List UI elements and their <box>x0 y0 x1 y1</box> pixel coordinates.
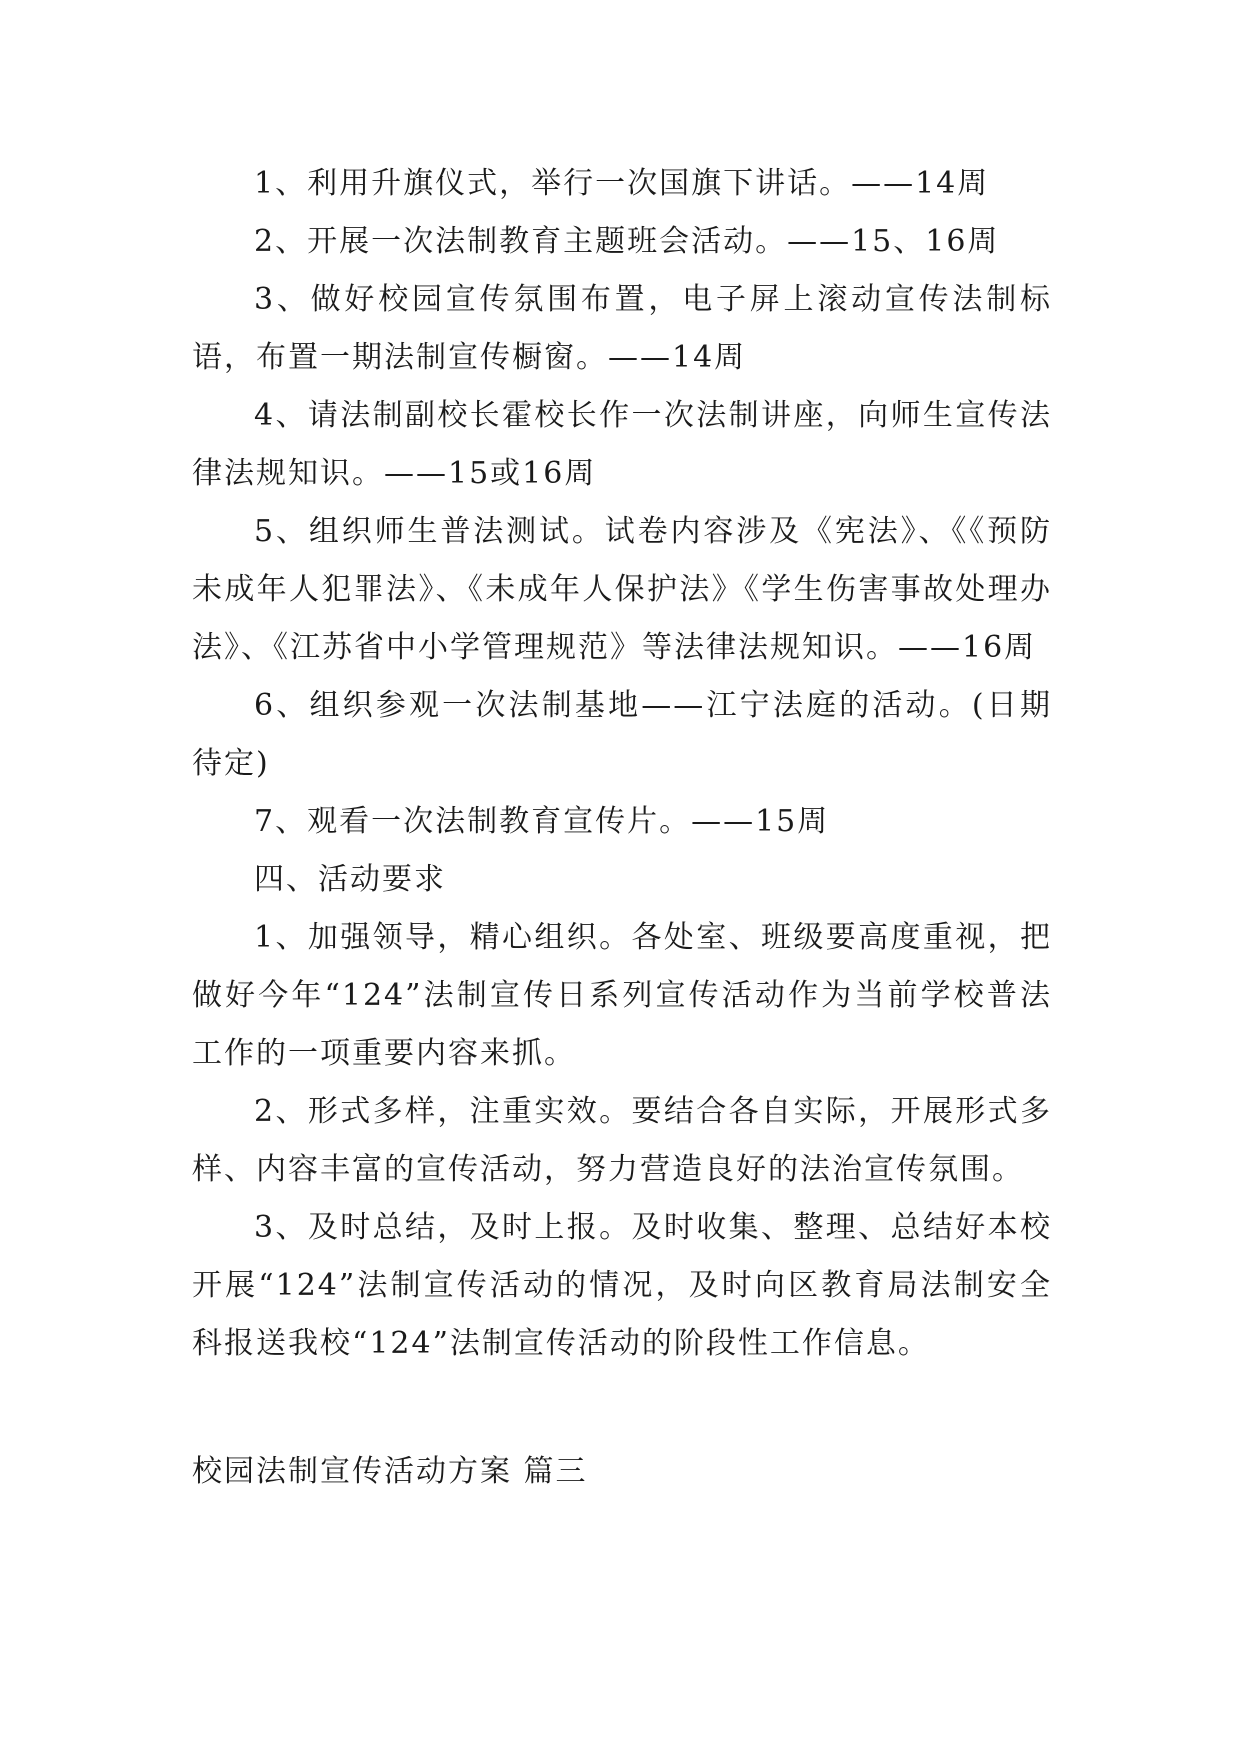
section-spacer <box>192 1373 1052 1443</box>
activity-item-7: 7、观看一次法制教育宣传片。——15周 <box>254 804 830 839</box>
document-page <box>192 155 1052 1501</box>
requirement-item-3: 3、及时总结，及时上报。及时收集、整理、总结好本校开展“124”法制宣传活动的情况，及时向区教育局法制安全科报送我校“124”法制宣传活动的阶段性工作信息。 <box>192 1210 1052 1361</box>
section-heading-requirements: 四、活动要求 <box>254 862 446 897</box>
section-title: 校园法制宣传活动方案 篇三 <box>192 1454 588 1489</box>
activity-item-1: 1、利用升旗仪式，举行一次国旗下讲话。——14周 <box>254 166 990 201</box>
activity-item-6: 6、组织参观一次法制基地——江宁法庭的活动。(日期待定) <box>192 688 1052 781</box>
requirement-item-2: 2、形式多样，注重实效。要结合各自实际，开展形式多样、内容丰富的宣传活动，努力营造良好的法治宣传氛围。 <box>192 1094 1052 1187</box>
activity-item-4: 4、请法制副校长霍校长作一次法制讲座，向师生宣传法律法规知识。——15或16周 <box>192 398 1052 491</box>
activity-item-5: 5、组织师生普法测试。试卷内容涉及《宪法》、《《预防未成年人犯罪法》、《未成年人保护法》《学生伤害事故处理办法》、《江苏省中小学管理规范》等法律法规知识。——16周 <box>192 514 1052 665</box>
activity-item-3: 3、做好校园宣传氛围布置，电子屏上滚动宣传法制标语，布置一期法制宣传橱窗。——14周 <box>192 282 1052 375</box>
activity-item-2: 2、开展一次法制教育主题班会活动。——15、16周 <box>254 224 1000 259</box>
requirement-item-1: 1、加强领导，精心组织。各处室、班级要高度重视，把做好今年“124”法制宣传日系列宣传活动作为当前学校普法工作的一项重要内容来抓。 <box>192 920 1052 1071</box>
